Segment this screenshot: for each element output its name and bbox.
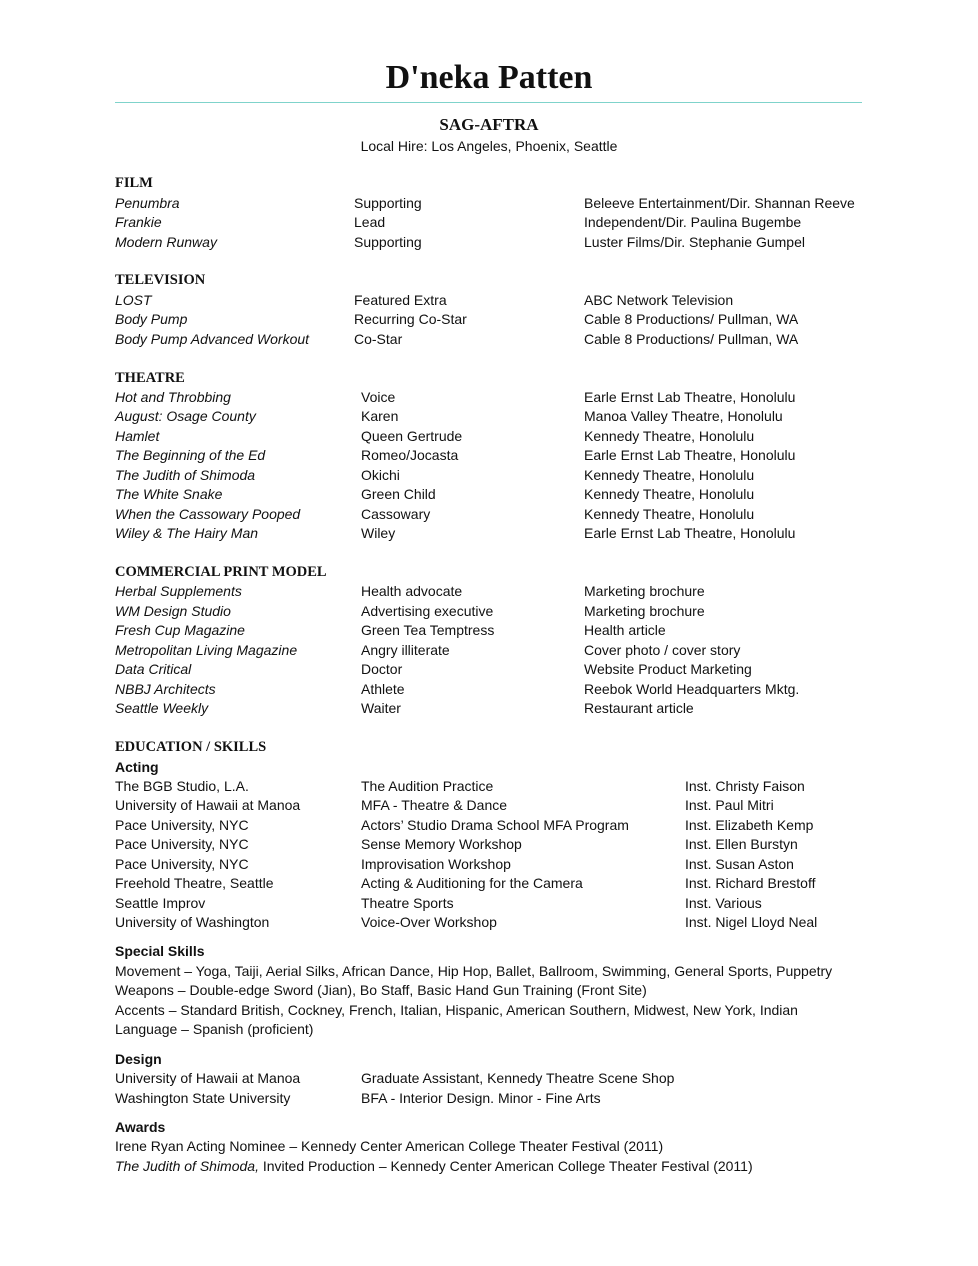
- education-instructor: Inst. Ellen Burstyn: [685, 836, 798, 852]
- credit-role: Recurring Co-Star: [354, 311, 467, 327]
- design-detail: BFA - Interior Design. Minor - Fine Arts: [361, 1089, 601, 1106]
- credit-title: Modern Runway: [115, 233, 217, 250]
- education-row: [0, 913, 978, 933]
- education-row: [0, 816, 978, 836]
- credit-company: ABC Network Television: [584, 291, 734, 308]
- section-heading-television: TELEVISION: [115, 272, 206, 288]
- credit-row: [0, 699, 978, 719]
- credit-role: Green Tea Temptress: [361, 622, 495, 638]
- subheading-special-skills: Special Skills: [115, 943, 205, 959]
- education-row: [0, 874, 978, 894]
- credit-title: August: Osage County: [115, 408, 256, 424]
- credit-role: Health advocate: [361, 583, 463, 599]
- credit-role: Romeo/Jocasta: [361, 447, 459, 463]
- credit-title: LOST: [115, 291, 152, 308]
- credit-role: Supporting: [354, 233, 422, 250]
- skill-line: Accents – Standard British, Cockney, French, Italian, Hispanic, American Southern, Midwest, New York, Indian: [115, 1001, 798, 1018]
- credit-row: [0, 641, 978, 661]
- credit-role: Doctor: [361, 661, 403, 677]
- credit-company: Kennedy Theatre, Honolulu: [584, 486, 755, 502]
- credit-company: Cable 8 Productions/ Pullman, WA: [584, 311, 799, 327]
- credit-title: Fresh Cup Magazine: [115, 622, 245, 638]
- credit-company: Luster Films/Dir. Stephanie Gumpel: [584, 233, 805, 250]
- credit-title: Wiley & The Hairy Man: [115, 525, 259, 541]
- education-school: Freehold Theatre, Seattle: [115, 875, 274, 891]
- credit-title: Seattle Weekly: [115, 700, 209, 716]
- subheading-design: Design: [115, 1050, 162, 1067]
- credit-title: Hot and Throbbing: [115, 388, 231, 405]
- award-production-detail: Invited Production – Kennedy Center American College Theater Festival (2011): [258, 1157, 753, 1174]
- education-school: University of Washington: [115, 914, 270, 930]
- credit-row: [0, 524, 978, 544]
- credit-company: Independent/Dir. Paulina Bugembe: [584, 214, 802, 230]
- subheading-acting: Acting: [115, 758, 159, 775]
- skill-line: Language – Spanish (proficient): [115, 1021, 314, 1037]
- credit-role: Karen: [361, 408, 399, 424]
- skill-line: Weapons – Double-edge Sword (Jian), Bo Staff, Basic Hand Gun Training (Front Site): [115, 982, 647, 998]
- education-school: Seattle Improv: [115, 894, 206, 911]
- credit-row: [0, 446, 978, 466]
- design-row: [0, 1069, 978, 1089]
- education-instructor: Inst. Paul Mitri: [685, 797, 774, 813]
- credit-row: [0, 621, 978, 641]
- credit-title: NBBJ Architects: [115, 680, 216, 697]
- credit-title: Frankie: [115, 214, 162, 230]
- education-program: Acting & Auditioning for the Camera: [361, 875, 583, 891]
- credit-row: [0, 660, 978, 680]
- credit-role: Athlete: [361, 680, 405, 697]
- credit-company: Cable 8 Productions/ Pullman, WA: [584, 330, 799, 347]
- credit-row: [0, 310, 978, 330]
- education-row: [0, 894, 978, 914]
- credit-role: Voice: [361, 388, 396, 405]
- credit-title: WM Design Studio: [115, 602, 231, 619]
- credit-row: [0, 213, 978, 233]
- page-title: D'neka Patten: [385, 59, 593, 96]
- design-school: Washington State University: [115, 1089, 291, 1106]
- design-row: [0, 1089, 978, 1109]
- credit-role: Advertising executive: [361, 602, 494, 619]
- section-heading-print: COMMERCIAL PRINT MODEL: [115, 563, 327, 580]
- credit-role: Supporting: [354, 194, 422, 211]
- credit-company: Health article: [584, 622, 666, 638]
- credit-company: Kennedy Theatre, Honolulu: [584, 505, 755, 522]
- credit-role: Wiley: [361, 525, 396, 541]
- education-row: [0, 835, 978, 855]
- education-instructor: Inst. Susan Aston: [685, 855, 794, 872]
- credit-title: Data Critical: [115, 661, 192, 677]
- credit-company: Cover photo / cover story: [584, 641, 741, 658]
- local-hire: Local Hire: Los Angeles, Phoenix, Seattle: [360, 138, 618, 154]
- union-affiliation: SAG-AFTRA: [439, 115, 539, 134]
- education-program: Improvisation Workshop: [361, 855, 511, 872]
- credit-title: Metropolitan Living Magazine: [115, 641, 298, 658]
- education-program: Theatre Sports: [361, 894, 454, 911]
- credit-company: Earle Ernst Lab Theatre, Honolulu: [584, 525, 796, 541]
- credit-role: Angry illiterate: [361, 641, 450, 658]
- credit-row: [0, 582, 978, 602]
- education-program: Actors’ Studio Drama School MFA Program: [361, 816, 629, 833]
- design-school: University of Hawaii at Manoa: [115, 1070, 301, 1086]
- education-school: Pace University, NYC: [115, 816, 249, 833]
- education-row: [0, 796, 978, 816]
- credit-company: Earle Ernst Lab Theatre, Honolulu: [584, 447, 796, 463]
- credit-row: [0, 680, 978, 700]
- award-line: Irene Ryan Acting Nominee – Kennedy Center American College Theater Festival (2011): [115, 1138, 664, 1154]
- education-row: [0, 855, 978, 875]
- credit-row: [0, 194, 978, 214]
- credit-role: Lead: [354, 214, 386, 230]
- credit-title: Hamlet: [115, 427, 160, 444]
- credit-row: [0, 427, 978, 447]
- credit-title: When the Cassowary Pooped: [115, 505, 301, 522]
- credit-role: Green Child: [361, 486, 436, 502]
- credit-title: Herbal Supplements: [115, 583, 242, 599]
- subheading-awards: Awards: [115, 1118, 166, 1135]
- education-program: MFA - Theatre & Dance: [361, 797, 508, 813]
- credit-row: [0, 233, 978, 253]
- education-instructor: Inst. Christy Faison: [685, 777, 805, 794]
- credit-row: [0, 407, 978, 427]
- credit-company: Kennedy Theatre, Honolulu: [584, 427, 755, 444]
- education-row: [0, 777, 978, 797]
- award-production-title: The Judith of Shimoda,: [115, 1157, 259, 1174]
- credit-company: Reebok World Headquarters Mktg.: [584, 680, 800, 697]
- education-school: The BGB Studio, L.A.: [115, 777, 249, 794]
- title-divider: [115, 102, 862, 103]
- education-school: Pace University, NYC: [115, 836, 249, 852]
- section-heading-theatre: THEATRE: [115, 369, 185, 386]
- education-program: Voice-Over Workshop: [361, 914, 497, 930]
- education-school: Pace University, NYC: [115, 855, 249, 872]
- credit-role: Co-Star: [354, 330, 403, 347]
- credit-title: Penumbra: [115, 194, 180, 211]
- credit-company: Kennedy Theatre, Honolulu: [584, 466, 755, 483]
- credit-title: Body Pump: [115, 311, 188, 327]
- credit-title: The Beginning of the Ed: [115, 447, 266, 463]
- education-instructor: Inst. Elizabeth Kemp: [685, 816, 814, 833]
- award-line: [115, 1157, 753, 1176]
- credit-role: Featured Extra: [354, 291, 447, 308]
- credit-company: Marketing brochure: [584, 583, 705, 599]
- education-instructor: Inst. Various: [685, 894, 762, 911]
- credit-title: The Judith of Shimoda: [115, 466, 256, 483]
- design-detail: Graduate Assistant, Kennedy Theatre Scene Shop: [361, 1070, 675, 1086]
- credit-role: Okichi: [361, 466, 400, 483]
- credit-company: Manoa Valley Theatre, Honolulu: [584, 408, 783, 424]
- skill-line: Movement – Yoga, Taiji, Aerial Silks, African Dance, Hip Hop, Ballet, Ballroom, Swimming, General Sports, Puppetry: [115, 962, 833, 979]
- credit-role: Queen Gertrude: [361, 427, 463, 444]
- credit-row: [0, 505, 978, 525]
- credit-role: Cassowary: [361, 505, 431, 522]
- education-program: The Audition Practice: [361, 777, 494, 794]
- credit-company: Beleeve Entertainment/Dir. Shannan Reeve: [584, 194, 855, 211]
- credit-title: The White Snake: [115, 486, 223, 502]
- education-instructor: Inst. Nigel Lloyd Neal: [685, 914, 818, 930]
- education-program: Sense Memory Workshop: [361, 836, 522, 852]
- credit-company: Restaurant article: [584, 700, 694, 716]
- credit-company: Earle Ernst Lab Theatre, Honolulu: [584, 388, 796, 405]
- credit-title: Body Pump Advanced Workout: [115, 330, 310, 347]
- credit-row: [0, 602, 978, 622]
- credit-row: [0, 388, 978, 408]
- credit-row: [0, 291, 978, 311]
- credit-row: [0, 485, 978, 505]
- credit-row: [0, 330, 978, 350]
- education-instructor: Inst. Richard Brestoff: [685, 875, 816, 891]
- section-heading-film: FILM: [115, 175, 153, 191]
- education-school: University of Hawaii at Manoa: [115, 797, 301, 813]
- credit-role: Waiter: [361, 700, 401, 716]
- section-heading-education: EDUCATION / SKILLS: [115, 739, 267, 755]
- credit-company: Marketing brochure: [584, 602, 705, 619]
- credit-row: [0, 466, 978, 486]
- credit-company: Website Product Marketing: [584, 661, 752, 677]
